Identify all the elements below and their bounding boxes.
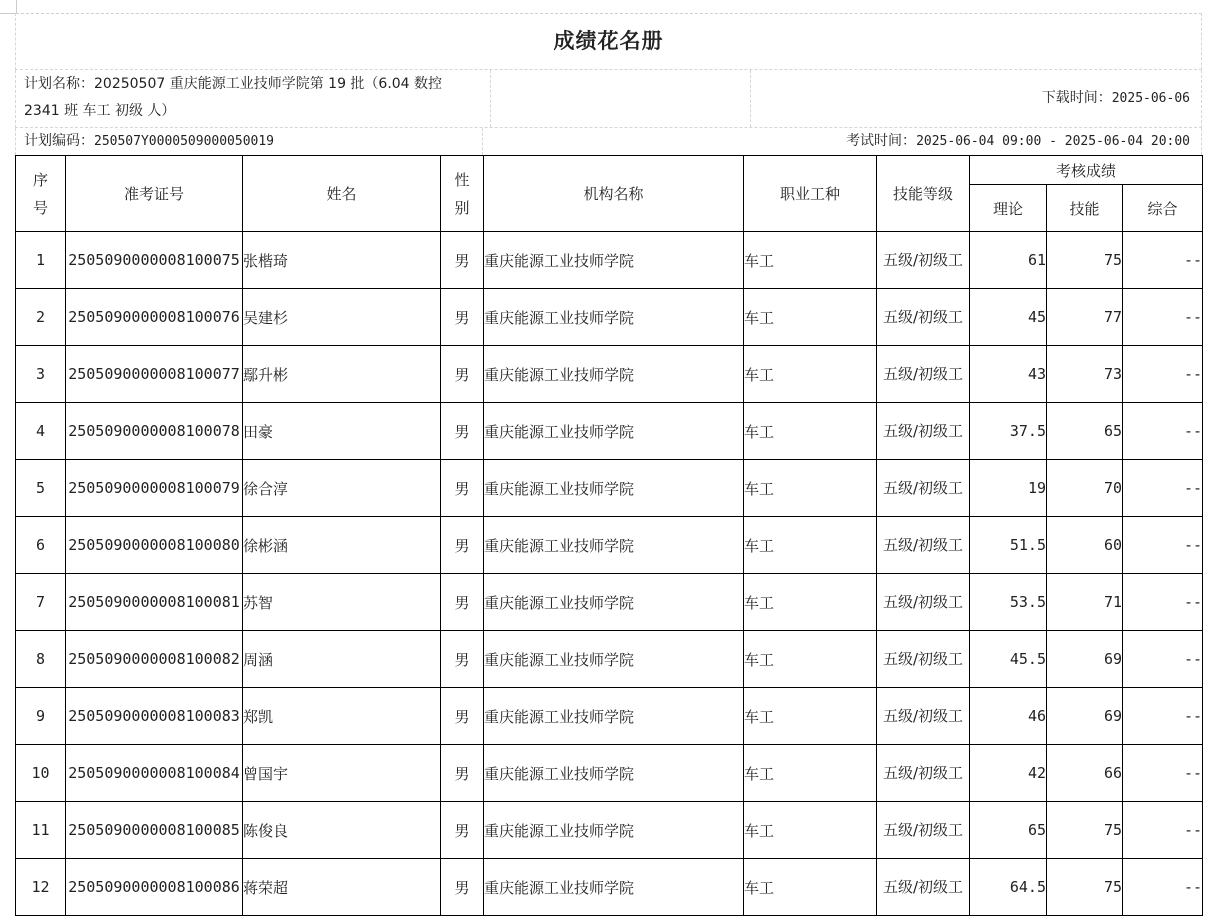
cell-level: 五级/初级工 <box>877 745 970 802</box>
cell-gender: 男 <box>441 631 484 688</box>
cell-theory: 64.5 <box>970 859 1047 916</box>
cell-gender: 男 <box>441 289 484 346</box>
cell-org: 重庆能源工业技师学院 <box>484 403 744 460</box>
plan-code-value: 250507Y0000509000050019 <box>94 134 275 149</box>
cell-org: 重庆能源工业技师学院 <box>484 802 744 859</box>
cell-seq: 11 <box>16 802 66 859</box>
cell-org: 重庆能源工业技师学院 <box>484 460 744 517</box>
cell-theory: 61 <box>970 232 1047 289</box>
cell-overall: -- <box>1123 289 1203 346</box>
table-row <box>16 859 1203 916</box>
cell-skill: 66 <box>1047 745 1123 802</box>
cell-name: 周涵 <box>243 631 441 688</box>
cell-overall: -- <box>1123 802 1203 859</box>
cell-ticket: 2505090000008100079 <box>66 460 243 517</box>
page-corner-marker <box>0 0 17 14</box>
cell-gender: 男 <box>441 517 484 574</box>
header-ticket: 准考证号 <box>66 156 243 232</box>
cell-occupation: 车工 <box>744 745 877 802</box>
cell-theory: 37.5 <box>970 403 1047 460</box>
cell-org: 重庆能源工业技师学院 <box>484 859 744 916</box>
cell-org: 重庆能源工业技师学院 <box>484 517 744 574</box>
download-time <box>751 70 1201 127</box>
page-title: 成绩花名册 <box>15 13 1202 70</box>
cell-name: 曾国宇 <box>243 745 441 802</box>
cell-overall: -- <box>1123 688 1203 745</box>
cell-occupation: 车工 <box>744 574 877 631</box>
table-row <box>16 403 1203 460</box>
info-blank-cell <box>491 70 751 127</box>
cell-level: 五级/初级工 <box>877 346 970 403</box>
cell-org: 重庆能源工业技师学院 <box>484 232 744 289</box>
cell-overall: -- <box>1123 859 1203 916</box>
cell-theory: 65 <box>970 802 1047 859</box>
cell-occupation: 车工 <box>744 859 877 916</box>
table-row <box>16 745 1203 802</box>
cell-level: 五级/初级工 <box>877 802 970 859</box>
cell-theory: 51.5 <box>970 517 1047 574</box>
plan-name-value: 20250507 重庆能源工业技师学院第 19 批（6.04 数控 2341 班 车工 初级 人） <box>24 76 443 119</box>
cell-level: 五级/初级工 <box>877 403 970 460</box>
cell-ticket: 2505090000008100083 <box>66 688 243 745</box>
cell-name: 蒋荣超 <box>243 859 441 916</box>
plan-code-row <box>15 128 1202 155</box>
cell-seq: 8 <box>16 631 66 688</box>
cell-skill: 60 <box>1047 517 1123 574</box>
cell-level: 五级/初级工 <box>877 460 970 517</box>
cell-skill: 70 <box>1047 460 1123 517</box>
cell-skill: 77 <box>1047 289 1123 346</box>
cell-name: 郑凯 <box>243 688 441 745</box>
cell-org: 重庆能源工业技师学院 <box>484 574 744 631</box>
exam-time-label: 考试时间： <box>846 133 917 149</box>
cell-ticket: 2505090000008100086 <box>66 859 243 916</box>
cell-occupation: 车工 <box>744 289 877 346</box>
cell-gender: 男 <box>441 745 484 802</box>
download-time-value: 2025-06-06 <box>1111 91 1190 106</box>
cell-level: 五级/初级工 <box>877 517 970 574</box>
table-row <box>16 232 1203 289</box>
cell-org: 重庆能源工业技师学院 <box>484 745 744 802</box>
cell-overall: -- <box>1123 346 1203 403</box>
cell-level: 五级/初级工 <box>877 688 970 745</box>
table-row <box>16 289 1203 346</box>
header-gender: 性别 <box>441 156 484 232</box>
plan-name-label: 计划名称： <box>24 76 94 92</box>
cell-skill: 71 <box>1047 574 1123 631</box>
cell-skill: 75 <box>1047 802 1123 859</box>
header-occupation: 职业工种 <box>744 156 877 232</box>
cell-overall: -- <box>1123 574 1203 631</box>
cell-skill: 75 <box>1047 859 1123 916</box>
cell-ticket: 2505090000008100078 <box>66 403 243 460</box>
cell-occupation: 车工 <box>744 802 877 859</box>
header-score-group: 考核成绩 <box>970 156 1203 185</box>
table-row <box>16 802 1203 859</box>
cell-gender: 男 <box>441 403 484 460</box>
cell-occupation: 车工 <box>744 688 877 745</box>
cell-name: 田豪 <box>243 403 441 460</box>
cell-org: 重庆能源工业技师学院 <box>484 289 744 346</box>
cell-gender: 男 <box>441 574 484 631</box>
cell-seq: 3 <box>16 346 66 403</box>
cell-name: 苏智 <box>243 574 441 631</box>
cell-skill: 75 <box>1047 232 1123 289</box>
cell-level: 五级/初级工 <box>877 631 970 688</box>
cell-occupation: 车工 <box>744 631 877 688</box>
table-row <box>16 574 1203 631</box>
header-seq: 序号 <box>16 156 66 232</box>
header-level: 技能等级 <box>877 156 970 232</box>
cell-skill: 69 <box>1047 631 1123 688</box>
cell-overall: -- <box>1123 745 1203 802</box>
exam-time-value: 2025-06-04 09:00 - 2025-06-04 20:00 <box>916 134 1190 149</box>
cell-theory: 46 <box>970 688 1047 745</box>
plan-info-row <box>15 70 1202 128</box>
cell-seq: 2 <box>16 289 66 346</box>
header-org: 机构名称 <box>484 156 744 232</box>
cell-skill: 73 <box>1047 346 1123 403</box>
cell-level: 五级/初级工 <box>877 232 970 289</box>
cell-theory: 43 <box>970 346 1047 403</box>
cell-ticket: 2505090000008100082 <box>66 631 243 688</box>
cell-seq: 9 <box>16 688 66 745</box>
header-name: 姓名 <box>243 156 441 232</box>
cell-seq: 4 <box>16 403 66 460</box>
cell-theory: 19 <box>970 460 1047 517</box>
score-table <box>15 155 1203 916</box>
cell-overall: -- <box>1123 460 1203 517</box>
cell-theory: 42 <box>970 745 1047 802</box>
cell-occupation: 车工 <box>744 403 877 460</box>
cell-name: 陈俊良 <box>243 802 441 859</box>
header-theory: 理论 <box>970 185 1047 232</box>
cell-overall: -- <box>1123 631 1203 688</box>
table-row <box>16 688 1203 745</box>
cell-occupation: 车工 <box>744 346 877 403</box>
table-row <box>16 631 1203 688</box>
cell-level: 五级/初级工 <box>877 859 970 916</box>
table-row <box>16 346 1203 403</box>
cell-name: 吴建杉 <box>243 289 441 346</box>
cell-gender: 男 <box>441 802 484 859</box>
cell-occupation: 车工 <box>744 232 877 289</box>
cell-seq: 10 <box>16 745 66 802</box>
cell-occupation: 车工 <box>744 460 877 517</box>
cell-ticket: 2505090000008100080 <box>66 517 243 574</box>
cell-name: 徐彬涵 <box>243 517 441 574</box>
cell-seq: 6 <box>16 517 66 574</box>
cell-ticket: 2505090000008100081 <box>66 574 243 631</box>
download-time-label: 下载时间： <box>1041 90 1112 106</box>
cell-overall: -- <box>1123 403 1203 460</box>
cell-gender: 男 <box>441 688 484 745</box>
cell-gender: 男 <box>441 859 484 916</box>
cell-gender: 男 <box>441 232 484 289</box>
cell-org: 重庆能源工业技师学院 <box>484 631 744 688</box>
cell-occupation: 车工 <box>744 517 877 574</box>
cell-gender: 男 <box>441 460 484 517</box>
cell-org: 重庆能源工业技师学院 <box>484 346 744 403</box>
cell-skill: 65 <box>1047 403 1123 460</box>
plan-code-label: 计划编码： <box>24 133 94 149</box>
header-overall: 综合 <box>1123 185 1203 232</box>
table-row <box>16 460 1203 517</box>
cell-seq: 7 <box>16 574 66 631</box>
cell-seq: 1 <box>16 232 66 289</box>
cell-theory: 45 <box>970 289 1047 346</box>
cell-theory: 45.5 <box>970 631 1047 688</box>
exam-time <box>483 128 1201 155</box>
cell-overall: -- <box>1123 517 1203 574</box>
cell-name: 鄢升彬 <box>243 346 441 403</box>
plan-name <box>16 70 491 127</box>
table-row <box>16 517 1203 574</box>
cell-ticket: 2505090000008100077 <box>66 346 243 403</box>
plan-code <box>16 128 483 155</box>
cell-skill: 69 <box>1047 688 1123 745</box>
cell-org: 重庆能源工业技师学院 <box>484 688 744 745</box>
cell-name: 徐合淳 <box>243 460 441 517</box>
cell-ticket: 2505090000008100084 <box>66 745 243 802</box>
header-skill: 技能 <box>1047 185 1123 232</box>
cell-ticket: 2505090000008100085 <box>66 802 243 859</box>
cell-level: 五级/初级工 <box>877 289 970 346</box>
cell-theory: 53.5 <box>970 574 1047 631</box>
cell-ticket: 2505090000008100076 <box>66 289 243 346</box>
cell-ticket: 2505090000008100075 <box>66 232 243 289</box>
cell-seq: 5 <box>16 460 66 517</box>
cell-level: 五级/初级工 <box>877 574 970 631</box>
cell-name: 张楷琦 <box>243 232 441 289</box>
roster-sheet <box>15 13 1202 916</box>
cell-seq: 12 <box>16 859 66 916</box>
cell-gender: 男 <box>441 346 484 403</box>
cell-overall: -- <box>1123 232 1203 289</box>
